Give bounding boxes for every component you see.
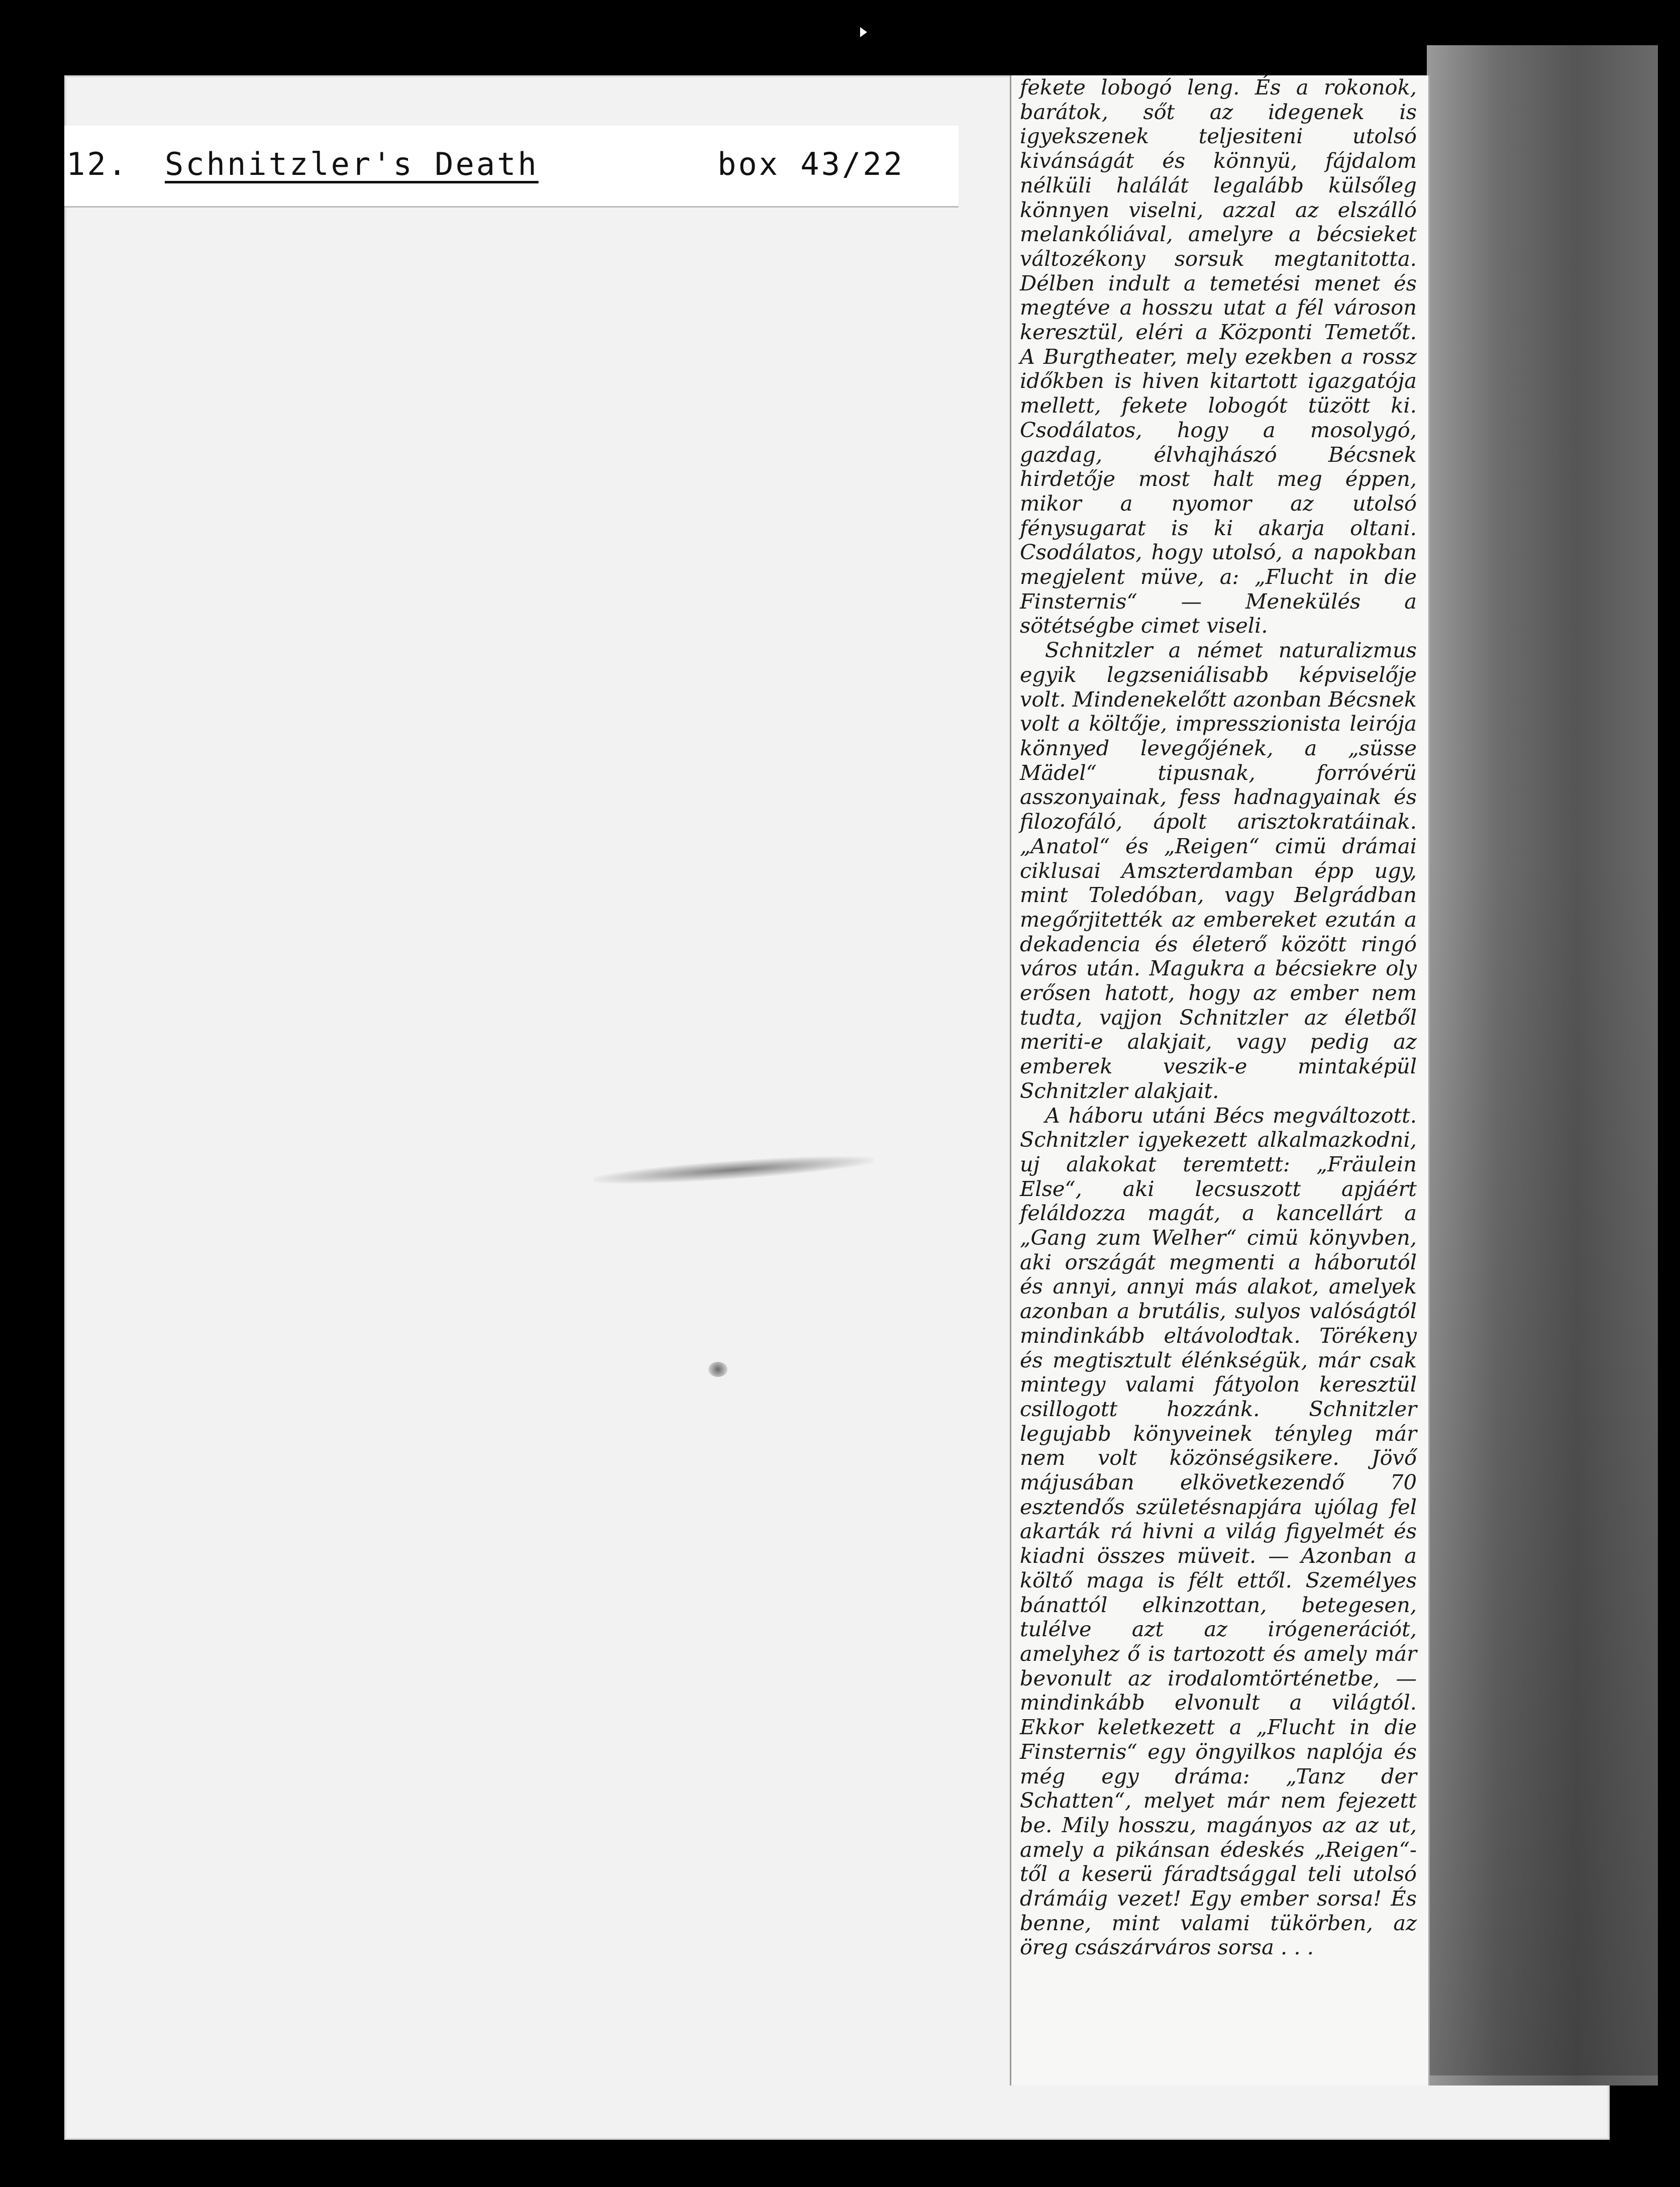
box-number: box 43/22 — [717, 146, 904, 182]
archive-label — [64, 146, 959, 191]
clipping-paragraph-2: Schnitzler a német naturalizmus egyik legzseniálisabb képviselője volt. Mindenekelőtt azonban Bécsnek volt a költője, impresszionista leirója könnyed levegőjének, a „süsse Mädel“ tipusnak, forróvérü asszonyainak, fess hadnagyainak és filozofáló, ápolt arisztokratáinak. „Anatol“ és „Reigen“ cimü drámai ciklusai Amszterdamban épp ugy, mint Toledóban, vagy Belgrádban megőrjitették az embereket ezután a dekadencia és életerő között ringó város után. Magukra a bécsiekre oly erősen hatott, hogy az ember nem tudta, vajjon Schnitzler az életből meriti-e alakjait, vagy pedig az emberek veszik-e mintaképül Schnitzler alakjait. — [1020, 638, 1417, 1103]
item-title: Schnitzler's Death — [165, 146, 539, 182]
item-number: 12. — [66, 146, 129, 182]
ink-dot — [708, 1362, 727, 1377]
top-marker — [860, 27, 867, 37]
clipping-text — [1020, 75, 1417, 1960]
sheet-shadow-lower — [1427, 854, 1658, 2075]
clipping-paragraph-1: fekete lobogó leng. És a rokonok, barátok, sőt az idegenek is igyekszenek teljesiteni utolsó kivánságát és könnyü, fájdalom nélküli halálát legalább külsőleg könnyen viselni, azzal az elszálló melankóliával, amelyre a bécsieket változékony sorsuk megtanitotta. Délben indult a temetési menet és megtéve a hosszu utat a fél városon keresztül, eléri a Központi Temetőt. A Burgtheater, mely ezekben a rossz időkben is hiven kitartott igazgatója mellett, fekete lobogót tüzött ki. Csodálatos, hogy a mosolygó, gazdag, élvhajhászó Bécsnek hirdetője most halt meg éppen, mikor a nyomor az utolsó fénysugarat is ki akarja oltani. Csodálatos, hogy utolsó, a napokban megjelent müve, a: „Flucht in die Finsternis“ — Menekülés a sötétségbe cimet viseli. — [1020, 75, 1417, 638]
clipping-paragraph-3: A háboru utáni Bécs megváltozott. Schnitzler igyekezett alkalmazkodni, uj alakokat teremtett: „Fräulein Else“, aki lecsuszott apjáért feláldozza magát, a kancellárt a „Gang zum Welher“ cimü könyvben, aki országát megmenti a háborutól és annyi, annyi más alakot, amelyek azonban a brutális, sulyos valóságtól mindinkább eltávolodtak. Törékeny és megtisztult élénkségük, már csak mintegy valami fátyolon keresztül csillogott hozzánk. Schnitzler legujabb könyveinek tényleg már nem volt közönségsikere. Jövő májusában elkövetkezendő 70 esztendős születésnapjára ujólag fel akarták rá hivni a világ figyelmét és kiadni összes müveit. — Azonban a költő maga is félt ettől. Személyes bánattól elkinzottan, betegesen, tulélve azt az irógenerációt, amelyhez ő is tartozott és amely már bevonult az irodalomtörténetbe, — mindinkább elvonult a világtól. Ekkor keletkezett a „Flucht in die Finsternis“ egy öngyilkos naplója és még egy dráma: „Tanz der Schatten“, melyet már nem fejezett be. Mily hosszu, magányos az az ut, amely a pikánsan édeskés „Reigen“-től a keserü fáradtsággal teli utolsó drámáig vezet! Egy ember sorsa! És benne, mint valami tükörben, az öreg császárváros sorsa . . . — [1020, 1103, 1417, 1960]
